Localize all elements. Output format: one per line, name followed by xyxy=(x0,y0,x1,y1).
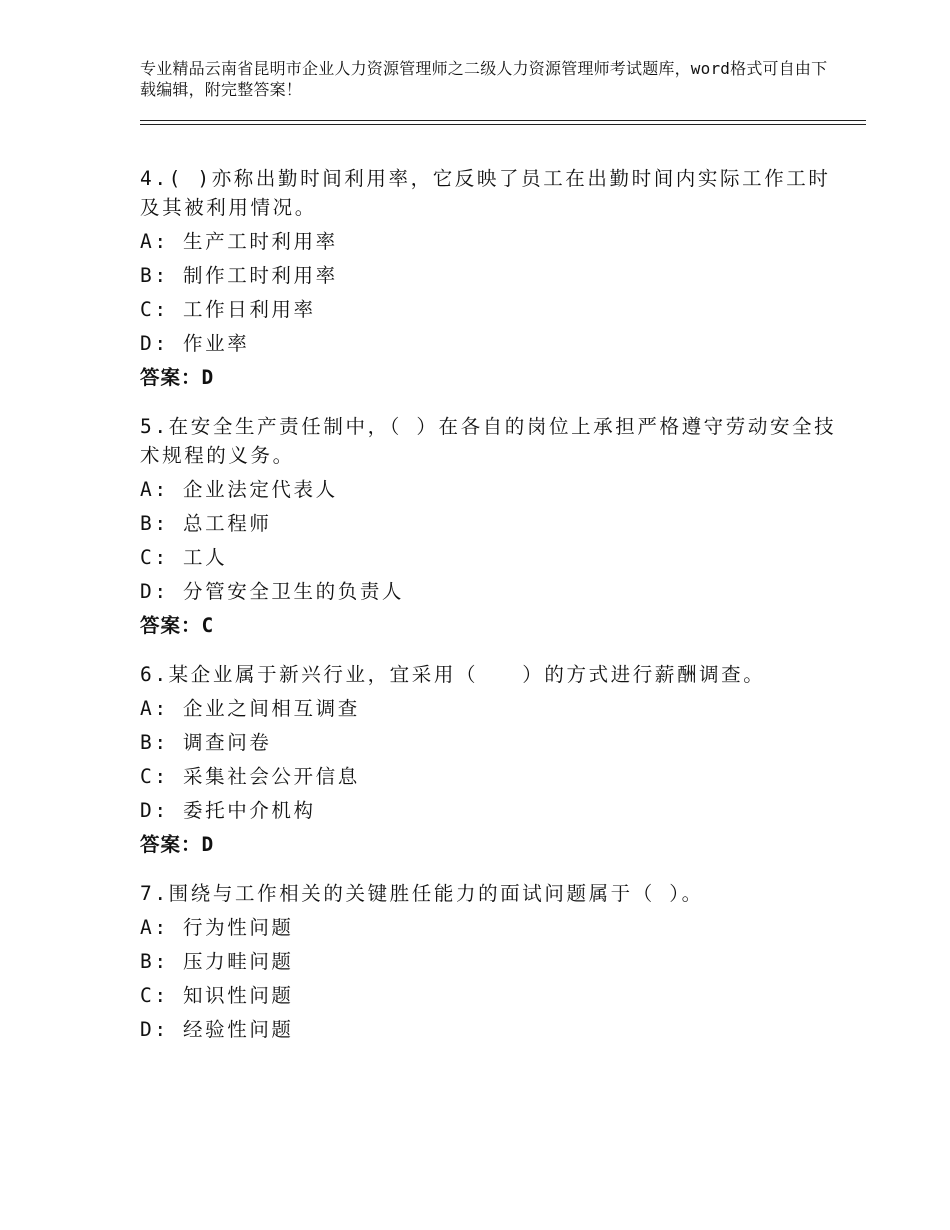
question-6 xyxy=(140,660,840,859)
question-7 xyxy=(140,879,840,1044)
option-a: A: 行为性问题 xyxy=(140,916,294,939)
option-b: B: 制作工时利用率 xyxy=(140,264,338,287)
option-d: D: 分管安全卫生的负责人 xyxy=(140,580,405,603)
option-d: D: 作业率 xyxy=(140,332,250,355)
header-rule-top xyxy=(140,120,866,121)
question-5 xyxy=(140,412,840,640)
option-c: C: 采集社会公开信息 xyxy=(140,765,360,788)
answer-label: 答案：D xyxy=(140,366,215,389)
option-c: C: 工人 xyxy=(140,546,228,569)
answer-label: 答案：C xyxy=(140,614,215,637)
option-a: A: 企业之间相互调查 xyxy=(140,697,360,720)
question-text: 5.在安全生产责任制中，（ ）在各自的岗位上承担严格遵守劳动安全技术规程的义务。 xyxy=(140,415,837,467)
option-a: A: 生产工时利用率 xyxy=(140,230,338,253)
question-list xyxy=(140,164,840,1064)
option-d: D: 经验性问题 xyxy=(140,1018,294,1041)
option-b: B: 压力畦问题 xyxy=(140,950,294,973)
question-4 xyxy=(140,164,840,392)
question-text: 7.围绕与工作相关的关键胜任能力的面试问题属于（ ）。 xyxy=(140,882,704,905)
option-b: B: 总工程师 xyxy=(140,512,272,535)
answer-label: 答案：D xyxy=(140,833,215,856)
option-d: D: 委托中介机构 xyxy=(140,799,316,822)
option-c: C: 工作日利用率 xyxy=(140,298,316,321)
question-text: 6.某企业属于新兴行业，宜采用（ ）的方式进行薪酬调查。 xyxy=(140,663,766,686)
option-a: A: 企业法定代表人 xyxy=(140,478,338,501)
option-b: B: 调查问卷 xyxy=(140,731,272,754)
document-header: 专业精品云南省昆明市企业人力资源管理师之二级人力资源管理师考试题库，word格式可自由下载编辑，附完整答案！ xyxy=(140,59,828,99)
header-rule-bottom xyxy=(140,124,866,125)
question-text: 4.( )亦称出勤时间利用率，它反映了员工在出勤时间内实际工作工时及其被利用情况。 xyxy=(140,167,831,219)
option-c: C: 知识性问题 xyxy=(140,984,294,1007)
